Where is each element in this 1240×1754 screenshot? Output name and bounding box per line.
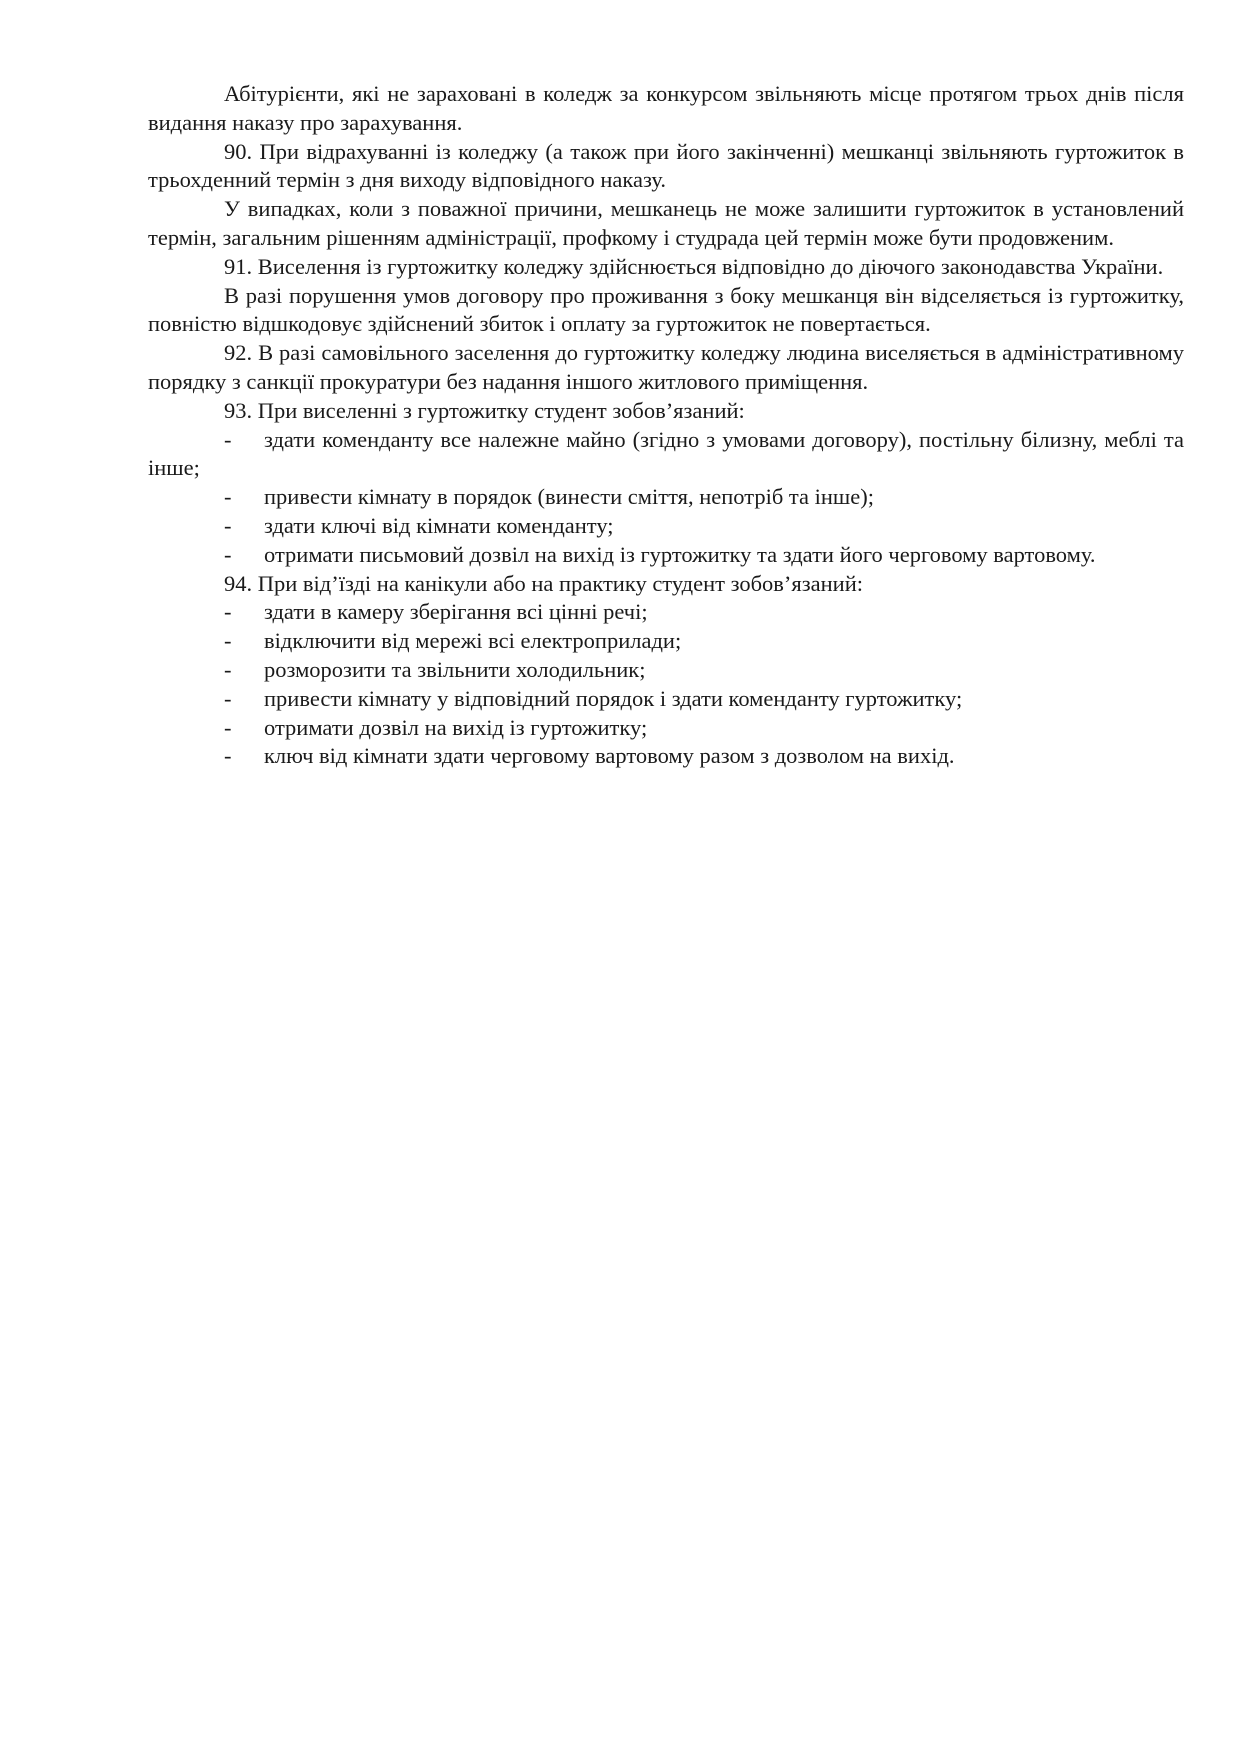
list-item-text: отримати дозвіл на вихід із гуртожитку;: [264, 714, 648, 740]
paragraph-90: 90. При відрахуванні із коледжу (а також при його закінченні) мешканці звільняють гуртожиток в трьохденний термін з дня виходу відповідного наказу.: [148, 138, 1184, 193]
list-item: [148, 627, 1184, 656]
paragraph-extension: У випадках, коли з поважної причини, мешканець не може залишити гуртожиток в установлений термін, загальним рішенням адміністрації, профкому і студрада цей термін може бути продовженим.: [148, 196, 1184, 250]
document-page: [148, 80, 1184, 771]
paragraph-contract-violation: В разі порушення умов договору про проживання з боку мешканця він відселяється із гуртожитку, повністю відшкодовує здійснений збиток і оплату за гуртожиток не повертається.: [148, 282, 1184, 337]
dash-marker: -: [224, 685, 232, 711]
dash-marker: -: [224, 512, 232, 538]
paragraph-94: 94. При від’їзді на канікули або на практику студент зобов’язаний:: [224, 570, 864, 596]
list-item-text: привести кімнату в порядок (винести сміття, непотріб та інше);: [264, 484, 874, 510]
list-item-text: відключити від мережі всі електроприлади;: [264, 628, 682, 654]
dash-marker: -: [224, 484, 232, 510]
paragraph-91: 91. Виселення із гуртожитку коледжу здійснюється відповідно до діючого законодавства України.: [224, 253, 1164, 279]
paragraph-93: 93. При виселенні з гуртожитку студент зобов’язаний:: [224, 397, 745, 423]
list-item-text: розморозити та звільнити холодильник;: [264, 656, 646, 682]
paragraph-92: 92. В разі самовільного заселення до гуртожитку коледжу людина виселяється в адміністративному порядку з санкції прокуратури без надання іншого житлового приміщення.: [148, 340, 1184, 394]
list-item: [148, 541, 1184, 570]
dash-marker: -: [224, 714, 232, 740]
dash-marker: -: [224, 426, 232, 452]
dash-marker: -: [224, 628, 232, 654]
list-item: [148, 598, 1184, 627]
list-item-text: здати в камеру зберігання всі цінні речі;: [264, 599, 648, 625]
list-item: [148, 483, 1184, 512]
list-item: [148, 685, 1184, 714]
list-item-text: здати ключі від кімнати коменданту;: [264, 512, 614, 538]
dash-marker: -: [224, 541, 232, 567]
list-item: [148, 656, 1184, 685]
paragraph-applicants-vacate: Абітурієнти, які не зараховані в коледж за конкурсом звільняють місце протягом трьох днів після видання наказу про зарахування.: [148, 81, 1184, 135]
list-item-text: ключ від кімнати здати черговому вартовому разом з дозволом на вихід.: [264, 743, 955, 769]
dash-marker: -: [224, 743, 232, 769]
list-item-text: здати коменданту все належне майно (згідно з умовами договору), постільну білизну, меблі та інше;: [148, 426, 1184, 481]
list-item: [148, 512, 1184, 541]
list-item: [148, 714, 1184, 743]
list-item: [148, 426, 1184, 484]
dash-marker: -: [224, 599, 232, 625]
dash-marker: -: [224, 656, 232, 682]
list-item-text: привести кімнату у відповідний порядок і здати коменданту гуртожитку;: [264, 685, 963, 711]
list-item: [148, 742, 1184, 771]
list-item-text: отримати письмовий дозвіл на вихід із гуртожитку та здати його черговому вартовому.: [264, 541, 1096, 567]
